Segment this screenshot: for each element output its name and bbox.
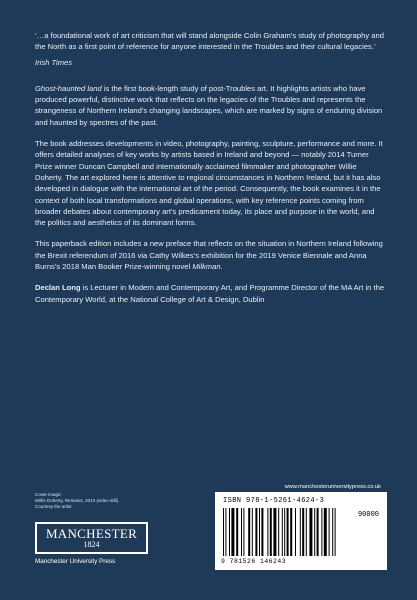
summary-paragraph xyxy=(35,83,385,128)
barcode-bar xyxy=(248,508,250,556)
isbn-text: ISBN 978-1-5261-4624-3 xyxy=(223,497,325,505)
publisher-url: www.manchesteruniversitypress.co.uk xyxy=(284,484,381,490)
details-paragraph: The book addresses developments in video, photography, painting, sculpture, performance and more. It offers detailed analyses of key works by artists based in Ireland and beyond — notably 2014 Turner Prize winner Duncan Campbell and internationally acclaimed filmmaker and photographer Willie Doherty. The art explored here is attentive to regional circumstances in Northern Ireland, but it has also developed in dialogue with the international art of the period. Consequently, the book examines it in the context of both local transformations and global operations, with key reference points coming from broader debates about contemporary art’s predicament today, its place and purpose in the world, and the politics and aesthetics of its dominant forms. xyxy=(35,139,383,228)
summary-text: is the first book-length study of post-Troubles art. It highlights artists who have produced powerful, distinctive work that reflects on the legacies of the Troubles and represents the strangeness of Northern Ireland’s changing landscapes, which are marked by signs of enduring division and haunted by spectres of the past. xyxy=(35,83,383,127)
barcode-bar xyxy=(278,508,279,556)
novel-title: Milkman xyxy=(192,262,221,272)
barcode-bar xyxy=(225,508,226,556)
author-bio-text: is Lecturer in Modern and Contemporary Art, and Programme Director of the MA Art in the Contemporary World, at the National College of Art & Design, Dublin xyxy=(35,283,385,304)
barcode-bar xyxy=(267,508,268,556)
book-title: Ghost-haunted land xyxy=(35,83,102,93)
barcode-bar xyxy=(261,508,263,556)
author-name: Declan Long xyxy=(35,283,81,293)
barcode-bar xyxy=(252,508,253,556)
barcode-bar xyxy=(302,508,304,556)
barcode-bar xyxy=(295,508,296,556)
barcode-bar xyxy=(321,508,322,556)
barcode-bar xyxy=(309,508,312,556)
barcode-bar xyxy=(290,508,292,556)
barcode-bar xyxy=(335,508,336,556)
barcode-bar xyxy=(317,508,319,556)
price-code: 90000 xyxy=(357,511,379,519)
barcode-digits: 9 781526 146243 xyxy=(221,558,287,565)
barcode-panel xyxy=(215,492,387,570)
edition-end: . xyxy=(220,262,223,272)
barcode-bar xyxy=(324,508,327,556)
barcode-bar xyxy=(243,508,244,556)
barcode-bar xyxy=(241,508,242,556)
review-source: Irish Times xyxy=(35,57,73,67)
cover-credit-line1: Willie Doherty, Remains, 2013 (video still). xyxy=(35,498,120,504)
cover-credit-label: Cover image: xyxy=(35,492,62,497)
barcode-image xyxy=(223,508,341,558)
barcode-bar xyxy=(223,508,224,556)
barcode-bar xyxy=(287,508,289,556)
barcode-bar xyxy=(329,508,330,556)
edition-paragraph xyxy=(35,238,385,272)
logo-name: MANCHESTER xyxy=(45,526,138,541)
logo-year: 1824 xyxy=(83,540,100,549)
barcode-bar xyxy=(259,508,260,556)
barcode-bar xyxy=(231,508,234,556)
barcode-bar xyxy=(270,508,272,556)
barcode-bar xyxy=(282,508,283,556)
barcode-bar xyxy=(273,508,276,556)
publisher-name: Manchester University Press xyxy=(35,558,116,565)
cover-credit xyxy=(35,492,119,511)
blurb xyxy=(35,30,385,315)
publisher-logo xyxy=(35,522,157,568)
barcode-bar xyxy=(314,508,315,556)
edition-text: This paperback edition includes a new preface that reflects on the situation in Northern Ireland following the Brexit referendum of 2016 via Cathy Wilkes’s exhibition for the 2019 Venice Biennale and Anna Burns’s 2018 Man Booker Prize-winning novel xyxy=(35,239,383,272)
author-bio xyxy=(35,282,385,305)
review-quote: ‘…a foundational work of art criticism that will stand alongside Colin Graham’s study of photography and the North as a first point of reference for anyone interested in the Troubles and their cultural legacies.’ xyxy=(35,31,384,52)
barcode-bar xyxy=(306,508,307,556)
barcode-bar xyxy=(284,508,285,556)
barcode-bar xyxy=(236,508,238,556)
cover-credit-line2: Courtesy the artist xyxy=(35,504,72,510)
barcode-bar xyxy=(332,508,333,556)
barcode-bar xyxy=(229,508,230,556)
barcode-bar xyxy=(255,508,257,556)
barcode-bar xyxy=(300,508,301,556)
